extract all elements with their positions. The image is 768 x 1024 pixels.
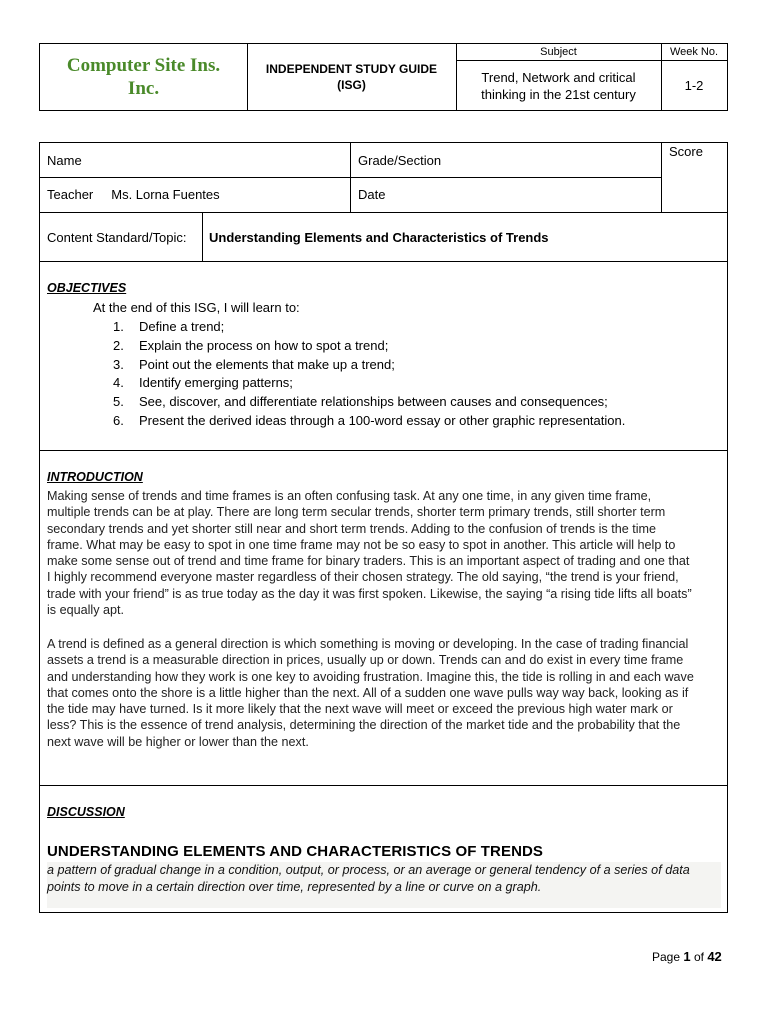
logo-line-1: Computer Site Ins. xyxy=(66,55,221,76)
header-table xyxy=(39,43,728,111)
list-item: 6. Present the derived ideas through a 100-word essay or other graphic representation. xyxy=(113,412,626,428)
introduction-section xyxy=(39,450,728,786)
list-item: 2. Explain the process on how to spot a trend; xyxy=(113,337,389,353)
score-label: Score xyxy=(669,144,703,159)
objectives-heading: OBJECTIVES xyxy=(47,281,127,295)
content-standard-label: Content Standard/Topic: xyxy=(40,213,203,261)
list-item: 4. Identify emerging patterns; xyxy=(113,375,293,391)
list-item: 1. Define a trend; xyxy=(113,319,225,334)
date-field[interactable] xyxy=(351,178,662,213)
date-label: Date xyxy=(358,187,386,202)
week-value: 1-2 xyxy=(684,78,704,93)
topic-title: Understanding Elements and Characteristics of Trends xyxy=(209,230,549,245)
subject-line-2: thinking in the 21st century xyxy=(481,86,636,102)
subject-value xyxy=(456,61,662,110)
trend-definition: a pattern of gradual change in a condition, output, or process, or an average or general tendency of a series of data points to move in a certain direction over time, represented by a line or curve on a graph. xyxy=(47,862,721,908)
grade-section-field[interactable] xyxy=(351,143,662,178)
teacher-label: Teacher xyxy=(47,187,94,202)
objectives-lead: At the end of this ISG, I will learn to: xyxy=(93,300,300,315)
school-logo-text xyxy=(40,44,248,110)
discussion-title: UNDERSTANDING ELEMENTS AND CHARACTERISTICS OF TRENDS xyxy=(47,843,544,860)
guide-title xyxy=(247,44,457,110)
subject-line-1: Trend, Network and critical xyxy=(481,69,636,85)
teacher-field xyxy=(40,178,351,213)
week-label: Week No. xyxy=(661,44,727,61)
student-info-table xyxy=(39,142,728,262)
introduction-paragraph-2: A trend is defined as a general direction is which something is moving or developing. In the case of trading financial assets a trend is a measurable direction in prices, usually up or down. Trends can and do exist in every time frame and understanding how they work is one key to avoiding frustration. Imagine this, the tide is rolling in and each wave that comes onto the shore is a little higher than the next. All of a sudden one wave pulls way way back, looking as if the tide may have turned. Is it more likely that the next wave will meet or exceed the previous high water mark or less? This is the essence of trend analysis, determining the direction of the market tide and the probability that the next wave will be higher or lower than the next. xyxy=(47,637,694,749)
name-label: Name xyxy=(47,153,82,168)
introduction-heading: INTRODUCTION xyxy=(47,470,143,484)
discussion-section xyxy=(39,785,728,913)
name-field[interactable] xyxy=(40,143,351,178)
objectives-list xyxy=(113,318,625,431)
score-field[interactable] xyxy=(662,143,727,213)
objectives-section xyxy=(39,262,728,451)
teacher-name: Ms. Lorna Fuentes xyxy=(111,187,220,202)
introduction-paragraph-1: Making sense of trends and time frames is an often confusing task. At any one time, in any given time frame, multiple trends can be at play. There are long term secular trends, shorter term primary trends, still shorter term secondary trends and yet shorter still near and short term trends. Adding to the confusion of trends is the time frame. What may be easy to spot in one time frame may not be so easy to spot in another. This article will help to make some sense out of trend and time frame for binary traders. This is an important aspect of trading and one that I highly recommend everyone master regardless of their chosen strategy. The old saying, “the trend is your friend, trade with your friend” is as true today as the day it was first spoken. Likewise, the saying “a rising tide lifts all boats” is equally apt. xyxy=(47,489,692,618)
logo-line-2: Inc. xyxy=(127,78,160,99)
subject-label: Subject xyxy=(456,44,662,61)
page-number: Page 1 of 42 xyxy=(652,949,722,964)
guide-title-line-1: INDEPENDENT STUDY GUIDE xyxy=(265,62,438,76)
grade-section-label: Grade/Section xyxy=(358,153,442,168)
list-item: 5. See, discover, and differentiate relationships between causes and consequences; xyxy=(113,394,608,410)
guide-title-line-2: (ISG) xyxy=(337,78,366,92)
list-item: 3. Point out the elements that make up a trend; xyxy=(113,356,395,372)
discussion-heading: DISCUSSION xyxy=(47,805,125,819)
